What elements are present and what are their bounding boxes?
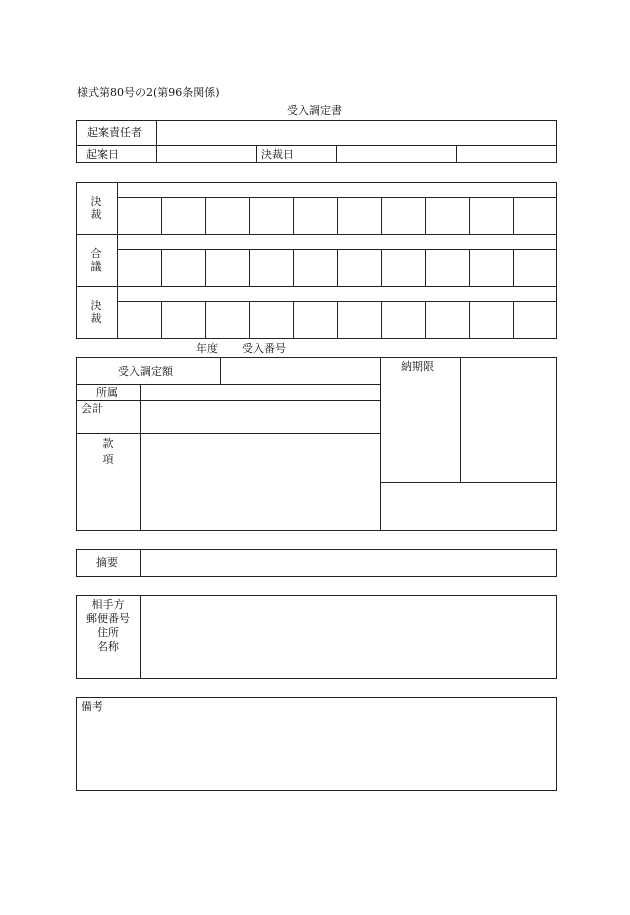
summary-label: 摘要 xyxy=(96,556,118,569)
amount-label: 受入調定額 xyxy=(118,365,173,378)
responsible-label: 起案責任者 xyxy=(87,126,142,139)
form-number: 様式第80号の2(第96条関係) xyxy=(77,86,220,99)
draft-date-label: 起案日 xyxy=(86,148,119,161)
approval-block1-label: 決 裁 xyxy=(90,195,102,221)
account-label: 会計 xyxy=(81,402,103,415)
approval-block3-label: 決 裁 xyxy=(90,299,102,325)
receipt-number-label: 受入番号 xyxy=(242,342,286,355)
deadline-label: 納期限 xyxy=(401,360,434,373)
item-labels: 款 項 xyxy=(102,437,114,466)
approval-block2-label: 合 議 xyxy=(90,247,102,273)
decision-date-label: 決裁日 xyxy=(261,148,294,161)
remarks-label: 備考 xyxy=(81,700,103,713)
year-label: 年度 xyxy=(196,342,218,355)
document-title: 受入調定書 xyxy=(287,104,342,117)
affiliation-label: 所属 xyxy=(96,386,118,399)
counterparty-labels: 相手方 郵便番号 住所 名称 xyxy=(86,598,130,653)
